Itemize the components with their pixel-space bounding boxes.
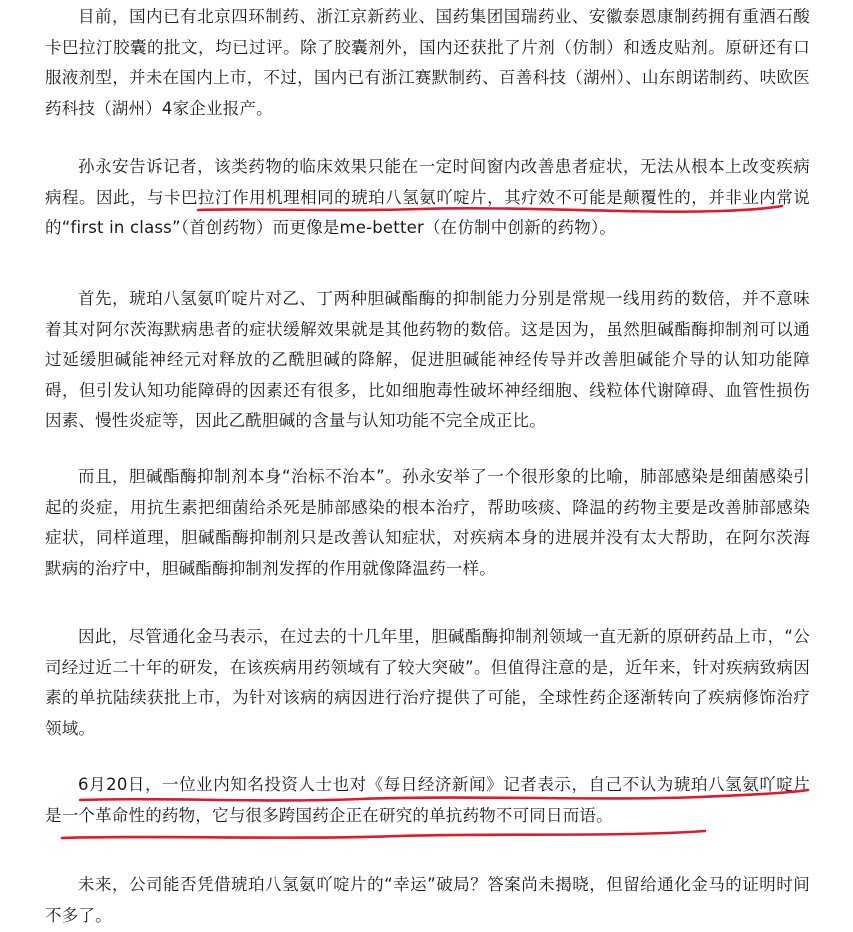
highlight-underline-3 [62,831,705,838]
paragraph-analogy: 而且，胆碱酯酶抑制剂本身“治标不治本”。孙永安举了一个很形象的比喻，肺部感染是细菌感染引起的炎症，用抗生素把细菌给杀死是肺部感染的根本治疗，帮助咳痰、降温的药物主要是改善肺部感染症状，同样道理，胆碱酯酶抑制剂只是改善认知症状，对疾病本身的进展并没有太大帮助，在阿尔茨海默病的治疗中，胆碱酯酶抑制剂发挥的作用就像降温药一样。 [45,467,810,578]
paragraph-approvals: 目前，国内已有北京四环制药、浙江京新药业、国药集团国瑞药业、安徽泰恩康制药拥有重酒石酸卡巴拉汀胶囊的批文，均已过评。除了胶囊剂外，国内还获批了片剂（仿制）和透皮贴剂。原研还有口服液剂型，并未在国内上市，不过，国内已有浙江赛默制药、百善科技（湖州）、山东朗诺制药、呋欧医药科技（湖州）4家企业报产。 [45,7,810,118]
paragraph-industry-shift: 因此，尽管通化金马表示，在过去的十几年里，胆碱酯酶抑制剂领域一直无新的原研药品上市，“公司经过近二十年的研发，在该疾病用药领域有了较大突破”。但值得注意的是，近年来，针对疾病致病因素的单抗陆续获批上市，为针对该病的病因进行治疗提供了可能，全球性药企逐渐转向了疾病修饰治疗领域。 [45,627,810,738]
paragraph-investor-view: 6月20日，一位业内知名投资人士也对《每日经济新闻》记者表示，自己不认为琥珀八氢氨吖啶片是一个革命性的药物，它与很多跨国药企正在研究的单抗药物不可同日而语。 [45,775,810,825]
paragraph-expert-opinion: 孙永安告诉记者，该类药物的临床效果只能在一定时间窗内改善患者症状，无法从根本上改变疾病病程。因此，与卡巴拉汀作用机理相同的琥珀八氢氨吖啶片，其疗效不可能是颠覆性的，并非业内常说的“first in class”（首创药物）而更像是me-better（在仿制中创新的药物）。 [45,157,810,238]
paragraph-outlook: 未来，公司能否凭借琥珀八氢氨吖啶片的“幸运”破局？答案尚未揭晓，但留给通化金马的证明时间不多了。 [45,875,810,925]
paragraph-mechanism: 首先，琥珀八氢氨吖啶片对乙、丁两种胆碱酯酶的抑制能力分别是常规一线用药的数倍，并不意味着其对阿尔茨海默病患者的症状缓解效果就是其他药物的数倍。这是因为，虽然胆碱酯酶抑制剂可以通过延缓胆碱能神经元对释放的乙酰胆碱的降解，促进胆碱能神经传导并改善胆碱能介导的认知功能障碍，但引发认知功能障碍的因素还有很多，比如细胞毒性破坏神经细胞、线粒体代谢障碍、血管性损伤因素、慢性炎症等，因此乙酰胆碱的含量与认知功能不完全成正比。 [45,289,810,431]
